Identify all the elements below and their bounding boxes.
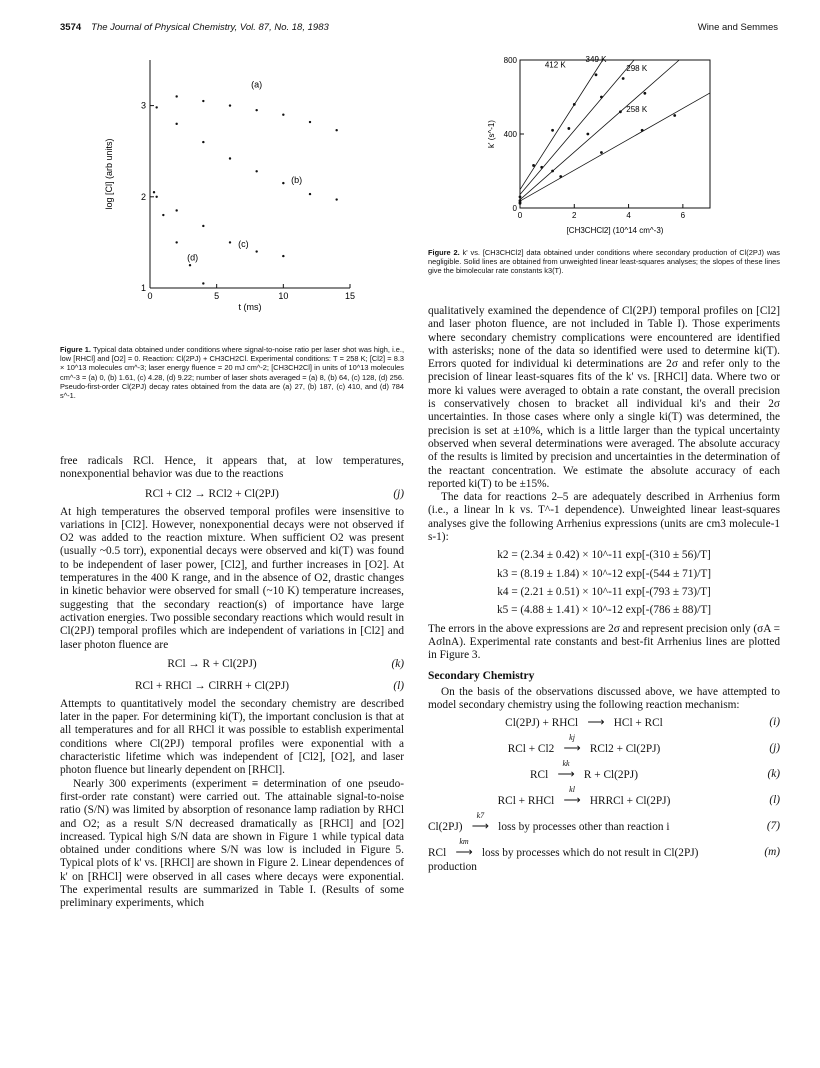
data-point bbox=[309, 121, 311, 123]
equation-body: RCl + RHCl → ClRRH + Cl(2PJ) bbox=[135, 679, 289, 692]
equation-body: RCl + Cl2 → RCl2 + Cl(2PJ) bbox=[145, 487, 279, 500]
x-tick-label: 6 bbox=[680, 211, 686, 220]
y-tick-label: 800 bbox=[503, 56, 517, 65]
x-tick-label: 15 bbox=[344, 291, 356, 301]
reaction-rhs: loss by processes other than reaction i bbox=[495, 821, 670, 834]
series-label: (a) bbox=[251, 79, 263, 90]
y-tick-label: 2 bbox=[140, 191, 146, 202]
reaction-lhs: Cl(2PJ) bbox=[428, 821, 466, 834]
figure-2-chart bbox=[480, 48, 720, 248]
line-label: 298 K bbox=[626, 64, 648, 74]
reaction-lhs: RCl + Cl2 bbox=[507, 743, 558, 756]
mechanism-reaction bbox=[428, 811, 780, 842]
fit-line bbox=[520, 93, 710, 201]
data-point bbox=[573, 103, 576, 106]
reaction-rhs: loss by processes which do not result in Cl(2PJ) production bbox=[428, 847, 699, 873]
reaction-arrow: kj ⟶ bbox=[557, 742, 587, 756]
data-point bbox=[551, 170, 554, 173]
line-label: 412 K bbox=[544, 60, 566, 70]
data-point bbox=[229, 241, 231, 243]
x-axis-label: t (ms) bbox=[238, 302, 262, 312]
equation-l bbox=[60, 676, 404, 696]
arrhenius-expression: k5 = (4.88 ± 1.41) × 10^-12 exp[-(786 ± 88)/T] bbox=[497, 604, 711, 617]
mechanism-reaction-body bbox=[428, 811, 740, 834]
reaction-rhs: R + Cl(2PJ) bbox=[581, 769, 638, 782]
equation-body: RCl → R + Cl(2PJ) bbox=[167, 657, 257, 670]
equation-label: (l) bbox=[769, 794, 780, 807]
data-point bbox=[202, 282, 204, 284]
mechanism-reaction-body bbox=[428, 837, 740, 874]
reaction-arrow: k7 ⟶ bbox=[465, 820, 495, 834]
equation-j bbox=[60, 484, 404, 504]
arrhenius-expression: k2 = (2.34 ± 0.42) × 10^-11 exp[-(310 ± 56)/T] bbox=[497, 549, 711, 562]
figure-1-caption-text: Typical data obtained under conditions where signal-to-noise ratio per laser shot was high, i.e., low [RHCl] and [O2] = 0. Reaction: Cl(2PJ) + CH3CH2Cl. Experimental conditions: T = 258 K; [Cl2] = 8.3 × 10^13 molecules cm^-3; laser energy fluence = 20 mJ cm^-2; [CH3CH2Cl] in units of 10^13 molecules cm^-3 = (a) 0, (b) 1.61, (c) 4.28, (d) 9.22; number of laser shots averaged = (a) 8, (b) 64, (c) 128, (d) 256. Pseudo-first-order Cl(2PJ) decay rates obtained from the data are (a) 27, (b) 187, (c) 410, and (d) 784 s^-1. bbox=[60, 345, 404, 401]
y-axis-label: log [Cl] (arb units) bbox=[104, 138, 114, 210]
data-point bbox=[229, 104, 231, 106]
x-tick-label: 2 bbox=[572, 211, 577, 220]
reaction-rhs: HCl + RCl bbox=[610, 717, 663, 730]
figure-2-caption-text: k' vs. [CH3CHCl2] data obtained under conditions where secondary production of Cl(2PJ) was negligible. Solid lines are obtained from unweighted linear least-squares analyses; the slopes of these lines give the bimolecular rate constants k3(T). bbox=[428, 248, 780, 276]
arrhenius-expressions bbox=[428, 549, 780, 617]
data-point bbox=[551, 129, 554, 132]
data-point bbox=[540, 166, 543, 169]
x-tick-label: 5 bbox=[214, 291, 220, 301]
paragraph: Nearly 300 experiments (experiment ≡ determination of one pseudo-first-order rate constant) were carried out. The attainable signal-to-noise ratio (S/N) was limited by absorption of resonance lamp radiation by RHCl and O2; as a result S/N decreased dramatically as [RHCl] and [O2] increased. Typical high S/N data are shown in Figure 1 while typical data obtained under conditions where S/N was low is included in Figure 5. Typical plots of k' vs. [RHCl] are shown in Figure 2. Linear dependences of k' on [RHCl] were observed in all cases where decays were exponential. The experimental results are summarized in Table I. (Results of some preliminary experiments, which bbox=[60, 777, 404, 910]
reaction-lhs: Cl(2PJ) + RHCl bbox=[505, 717, 581, 730]
data-point bbox=[153, 191, 155, 193]
x-tick-label: 0 bbox=[147, 291, 153, 301]
series-label: (d) bbox=[187, 252, 199, 263]
paragraph: qualitatively examined the dependence of Cl(2PJ) temporal profiles on [Cl2] and laser photon fluence, are not included in Table I). Those experiments where secondary chemistry complications were encountered are identified with asterisks; none of the data so identified were used to determine ki(T). Errors quoted for individual ki determinations are 2σ and refer only to the precision of linear least-squares fits of the k' vs. [RHCl] data. Where two or more ki values were averaged to obtain a rate constant, the overall precision is conservatively chosen to bracket all individual ki's and their 2σ uncertainties. In those cases where only a single ki(T) was determined, the precision is set at ±10%, which is a little larger than the typical uncertainty observed when several determinations were averaged. The absolute accuracy of the results is limited by precision and uncertainties in the determination of the reactant concentration. We estimate the absolute accuracy of each reported ki(T) to be ±15%. bbox=[428, 305, 780, 490]
data-point bbox=[595, 73, 598, 76]
fit-line bbox=[520, 60, 603, 190]
mechanism-reaction-body bbox=[428, 733, 740, 756]
figure-2-caption-label: Figure 2. bbox=[428, 248, 460, 257]
equation-label: (i) bbox=[769, 716, 780, 729]
mechanism-reaction bbox=[428, 837, 780, 874]
data-point bbox=[282, 182, 284, 184]
series-label: (c) bbox=[238, 238, 249, 249]
arrhenius-expression: k4 = (2.21 ± 0.51) × 10^-11 exp[-(793 ± 73)/T] bbox=[497, 585, 711, 598]
arrhenius-expression: k3 = (8.19 ± 1.84) × 10^-12 exp[-(544 ± 71)/T] bbox=[497, 567, 711, 580]
data-point bbox=[309, 193, 311, 195]
mechanism-reaction bbox=[428, 759, 780, 790]
reaction-lhs: RCl bbox=[530, 769, 552, 782]
column-right bbox=[428, 305, 780, 878]
paragraph: The errors in the above expressions are 2σ and represent precision only (σA = AσlnA). Experimental rate constants and best-fit Arrhenius lines are plotted in Figure 3. bbox=[428, 622, 780, 662]
mechanism-reaction-body bbox=[428, 759, 740, 782]
data-point bbox=[335, 129, 337, 131]
data-point bbox=[559, 175, 562, 178]
header-authors: Wine and Semmes bbox=[697, 22, 778, 33]
data-point bbox=[643, 92, 646, 95]
section-title: Secondary Chemistry bbox=[428, 670, 535, 683]
rate-constant-label: kk bbox=[562, 759, 570, 769]
data-point bbox=[175, 95, 177, 97]
equation-label: (l) bbox=[393, 679, 404, 692]
data-point bbox=[622, 77, 625, 80]
data-point bbox=[519, 202, 522, 205]
mechanism-reaction-body bbox=[428, 785, 740, 808]
data-point bbox=[282, 255, 284, 257]
data-point bbox=[202, 225, 204, 227]
reaction-arrow: kk ⟶ bbox=[551, 768, 581, 782]
figure-1-caption bbox=[60, 345, 404, 400]
figure-2-caption bbox=[428, 248, 780, 276]
equation-label: (7) bbox=[766, 820, 780, 833]
column-left bbox=[60, 455, 404, 911]
line-label: 258 K bbox=[626, 104, 648, 114]
data-point bbox=[567, 127, 570, 130]
data-point bbox=[600, 151, 603, 154]
paragraph: Attempts to quantitatively model the secondary chemistry are described later in the paper. For determining ki(T), the important conclusion is that at all temperatures and for all RHCl it was possible to establish experimental conditions where Cl(2PJ) temporal profiles were exponential with a characteristic lifetime which was independent of [Cl2], [O2], and laser photon fluence but linearly dependent on [RHCl]. bbox=[60, 697, 404, 777]
y-tick-label: 0 bbox=[512, 204, 517, 213]
reaction-lhs: RCl + RHCl bbox=[497, 795, 558, 808]
x-axis-label: [CH3CHCl2] (10^14 cm^-3) bbox=[566, 226, 664, 235]
equation-label: (j) bbox=[769, 742, 780, 755]
rate-constant-label: kj bbox=[569, 733, 575, 743]
figure-1-chart bbox=[80, 48, 370, 313]
x-tick-label: 10 bbox=[278, 291, 289, 301]
reaction-arrow: ⟶ bbox=[587, 715, 605, 730]
equation-k bbox=[60, 654, 404, 674]
data-point bbox=[255, 170, 257, 172]
x-tick-label: 4 bbox=[626, 211, 631, 220]
data-point bbox=[335, 198, 337, 200]
mechanism-reaction-body bbox=[428, 716, 740, 730]
data-point bbox=[175, 209, 177, 211]
data-point bbox=[229, 157, 231, 159]
paragraph: The data for reactions 2–5 are adequately described in Arrhenius form (i.e., a linear ln k vs. T^-1 dependence). Unweighted linear least-squares analyses give the following Arrhenius expressions (units are cm3 molecule-1 s-1): bbox=[428, 491, 780, 544]
fit-line bbox=[520, 60, 679, 200]
data-point bbox=[202, 100, 204, 102]
equation-label: (k) bbox=[391, 657, 404, 670]
x-tick-label: 0 bbox=[517, 211, 523, 220]
equation-label: (k) bbox=[767, 768, 780, 781]
mechanism-reaction bbox=[428, 716, 780, 738]
data-point bbox=[519, 196, 522, 199]
rate-constant-label: kl bbox=[569, 785, 575, 795]
line-label: 349 K bbox=[585, 54, 607, 64]
page-number: 3574 bbox=[60, 22, 82, 33]
data-point bbox=[189, 264, 191, 266]
data-point bbox=[175, 123, 177, 125]
data-point bbox=[255, 250, 257, 252]
figure-1-caption-label: Figure 1. bbox=[60, 345, 91, 354]
data-point bbox=[673, 114, 676, 117]
paragraph: On the basis of the observations discussed above, we have attempted to model secondary chemistry using the following reaction mechanism: bbox=[428, 685, 780, 712]
paragraph: At high temperatures the observed temporal profiles were insensitive to variations in [Cl2]. However, nonexponential decays were not observed if O2 was added to the reaction mixture. When sufficient O2 was present (usually ~0.5 torr), exponential decays were observed and ki(T) was found to be independent of laser power, [Cl2], and further increases in [O2]. At temperatures in the 400 K range, and in the absence of O2, drastic changes in kinetic behavior were observed for small (~10 K) temperature increases, suggesting that the secondary reaction(s) of importance have large activation energies. Two possible secondary reactions which would result in Cl(2PJ) temporal profiles which are independent of variations in [Cl2] and laser photon fluence are bbox=[60, 505, 404, 651]
data-point bbox=[155, 196, 157, 198]
reaction-rhs: HRRCl + Cl(2PJ) bbox=[587, 795, 671, 808]
data-point bbox=[619, 110, 622, 113]
rate-constant-label: km bbox=[459, 837, 469, 847]
data-point bbox=[202, 141, 204, 143]
data-point bbox=[255, 109, 257, 111]
equation-label: (m) bbox=[764, 846, 780, 859]
data-point bbox=[600, 96, 603, 99]
data-point bbox=[641, 129, 644, 132]
y-tick-label: 1 bbox=[140, 283, 146, 293]
data-point bbox=[282, 114, 284, 116]
reaction-rhs: RCl2 + Cl(2PJ) bbox=[587, 743, 661, 756]
data-point bbox=[155, 106, 157, 108]
equation-label: (j) bbox=[393, 487, 404, 500]
series-label: (b) bbox=[291, 175, 303, 186]
fit-line bbox=[520, 60, 634, 195]
y-tick-label: 3 bbox=[140, 100, 146, 111]
rate-constant-label: k7 bbox=[476, 811, 485, 821]
reaction-arrow: kl ⟶ bbox=[557, 794, 587, 808]
running-header bbox=[60, 22, 778, 38]
y-axis-label: k' (s^-1) bbox=[487, 120, 496, 148]
data-point bbox=[586, 133, 589, 136]
journal-name: The Journal of Physical Chemistry, Vol. 87, No. 18, 1983 bbox=[91, 22, 329, 33]
reaction-mechanism bbox=[428, 716, 780, 874]
paragraph: free radicals RCl. Hence, it appears that, at low temperatures, nonexponential behavior was due to the reactions bbox=[60, 455, 404, 481]
header-left bbox=[60, 22, 329, 33]
reaction-arrow: km ⟶ bbox=[449, 846, 479, 860]
mechanism-reaction bbox=[428, 733, 780, 764]
data-point bbox=[175, 241, 177, 243]
reaction-lhs: RCl bbox=[428, 847, 450, 860]
data-point bbox=[532, 164, 535, 167]
y-tick-label: 400 bbox=[503, 130, 517, 139]
data-point bbox=[162, 214, 164, 216]
